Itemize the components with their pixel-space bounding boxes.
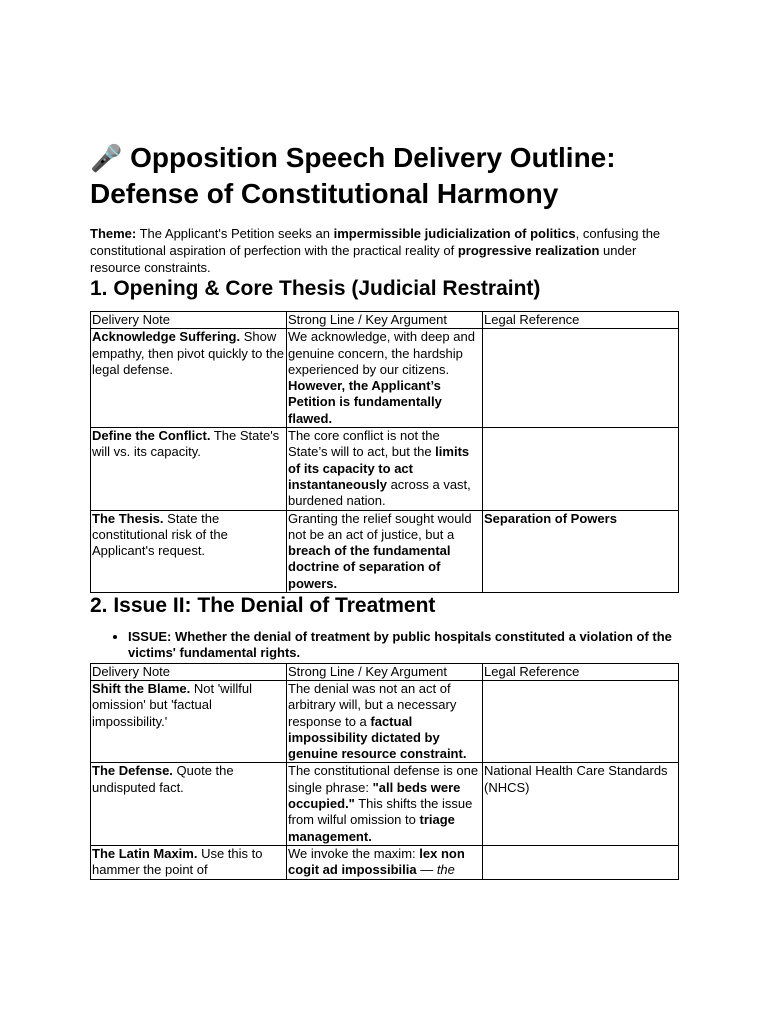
argument-cell [287, 510, 483, 592]
page-title [90, 140, 678, 211]
delivery-note-text: Show empathy, then pivot quickly to the legal defense. [92, 329, 284, 377]
delivery-note-bold: Acknowledge Suffering. [92, 329, 241, 345]
argument-text: The core conflict is not the State’s will to act, but the [288, 428, 440, 460]
argument-bold: breach of the fundamental doctrine of separation of powers. [288, 543, 451, 591]
delivery-note-cell [91, 428, 287, 510]
argument-cell [287, 763, 483, 845]
argument-text: — [416, 862, 437, 878]
column-header: Delivery Note [91, 312, 287, 329]
column-header: Legal Reference [483, 663, 679, 680]
legal-reference-cell [483, 329, 679, 428]
table-row [91, 680, 679, 762]
theme-text: The Applicant's Petition seeks an [136, 226, 334, 241]
delivery-note-bold: Shift the Blame. [92, 680, 191, 696]
argument-cell [287, 428, 483, 510]
opening-table [90, 311, 679, 593]
issue-bullet: • ISSUE: Whether the denial of treatment by public hospitals constituted a violation of the victims' fundamental rights. [128, 629, 678, 662]
argument-text: across a vast, burdened nation. [288, 476, 471, 509]
table-row [91, 845, 679, 879]
argument-italic: the [436, 862, 455, 878]
column-header: Delivery Note [91, 663, 287, 680]
theme-bold: progressive realization [457, 243, 600, 258]
legal-reference-cell [483, 510, 679, 592]
delivery-note-bold: The Latin Maxim. [92, 845, 198, 861]
argument-cell [287, 329, 483, 428]
argument-text: We acknowledge, with deep and genuine concern, the hardship experienced by our citizens. [288, 329, 475, 377]
table-header-row [91, 312, 679, 329]
argument-text: We invoke the maxim: [288, 845, 420, 861]
argument-bold: limits of its capacity to act instantaneously [288, 444, 470, 492]
column-header: Legal Reference [483, 312, 679, 329]
legal-reference-cell [483, 428, 679, 510]
section-heading-opening: 1. Opening & Core Thesis (Judicial Restraint) [90, 277, 541, 300]
legal-reference-cell [483, 845, 679, 879]
section-heading-denial: 2. Issue II: The Denial of Treatment [90, 594, 436, 618]
theme-label: Theme: [90, 226, 137, 241]
argument-text: This shifts the issue from wilful omission to [288, 796, 473, 828]
delivery-note-text: State the constitutional risk of the Applicant's request. [92, 510, 228, 559]
delivery-note-text: Not 'willful omission' but 'factual impossibility.' [92, 680, 252, 729]
theme-bold: impermissible judicialization of politics [333, 226, 576, 241]
legal-reference-cell [483, 680, 679, 762]
delivery-note-cell [91, 329, 287, 428]
delivery-note-cell [91, 845, 287, 879]
delivery-note-cell [91, 510, 287, 592]
argument-bold: "all beds were occupied." [288, 779, 461, 812]
delivery-note-cell [91, 680, 287, 762]
theme-text: under resource constraints. [90, 243, 637, 275]
legal-reference-text: Separation of Powers [484, 510, 617, 526]
document-page [90, 140, 678, 880]
argument-cell [287, 845, 483, 879]
theme-paragraph [90, 225, 678, 276]
delivery-note-bold: The Thesis. [92, 510, 164, 526]
argument-text: The constitutional defense is one single phrase: [288, 763, 479, 795]
microphone-icon: 🎤 [90, 143, 123, 173]
delivery-note-text: Use this to hammer the point of [92, 845, 263, 878]
table-row [91, 763, 679, 845]
argument-text: The denial was not an act of arbitrary will, but a necessary response to a [288, 680, 457, 729]
delivery-note-bold: The Defense. [92, 763, 173, 779]
column-header: Strong Line / Key Argument [287, 312, 483, 329]
delivery-note-text: Quote the undisputed fact. [92, 763, 234, 795]
theme-text: , confusing the constitutional aspiration of perfection with the practical reality of [90, 226, 661, 258]
argument-bold: factual impossibility dictated by genuine resource constraint. [288, 713, 467, 762]
table-row [91, 510, 679, 592]
argument-cell [287, 680, 483, 762]
page-title-line1: Opposition Speech Delivery Outline: [130, 142, 616, 173]
issue-list [90, 629, 678, 662]
column-header: Strong Line / Key Argument [287, 663, 483, 680]
argument-bold: lex non cogit ad impossibilia [288, 845, 465, 878]
delivery-note-cell [91, 763, 287, 845]
argument-bold: However, the Applicant’s Petition is fundamentally flawed. [288, 378, 442, 426]
page-title-line2: Defense of Constitutional Harmony [90, 178, 559, 209]
table-row [91, 329, 679, 428]
argument-bold: triage management. [288, 812, 455, 844]
table-header-row [91, 663, 679, 680]
delivery-note-bold: Define the Conflict. [92, 428, 211, 444]
argument-text: Granting the relief sought would not be an act of justice, but a [288, 510, 472, 542]
delivery-note-text: The State's will vs. its capacity. [92, 428, 280, 460]
denial-table [90, 663, 679, 880]
table-row [91, 428, 679, 510]
legal-reference-cell: National Health Care Standards (NHCS) [483, 763, 679, 845]
